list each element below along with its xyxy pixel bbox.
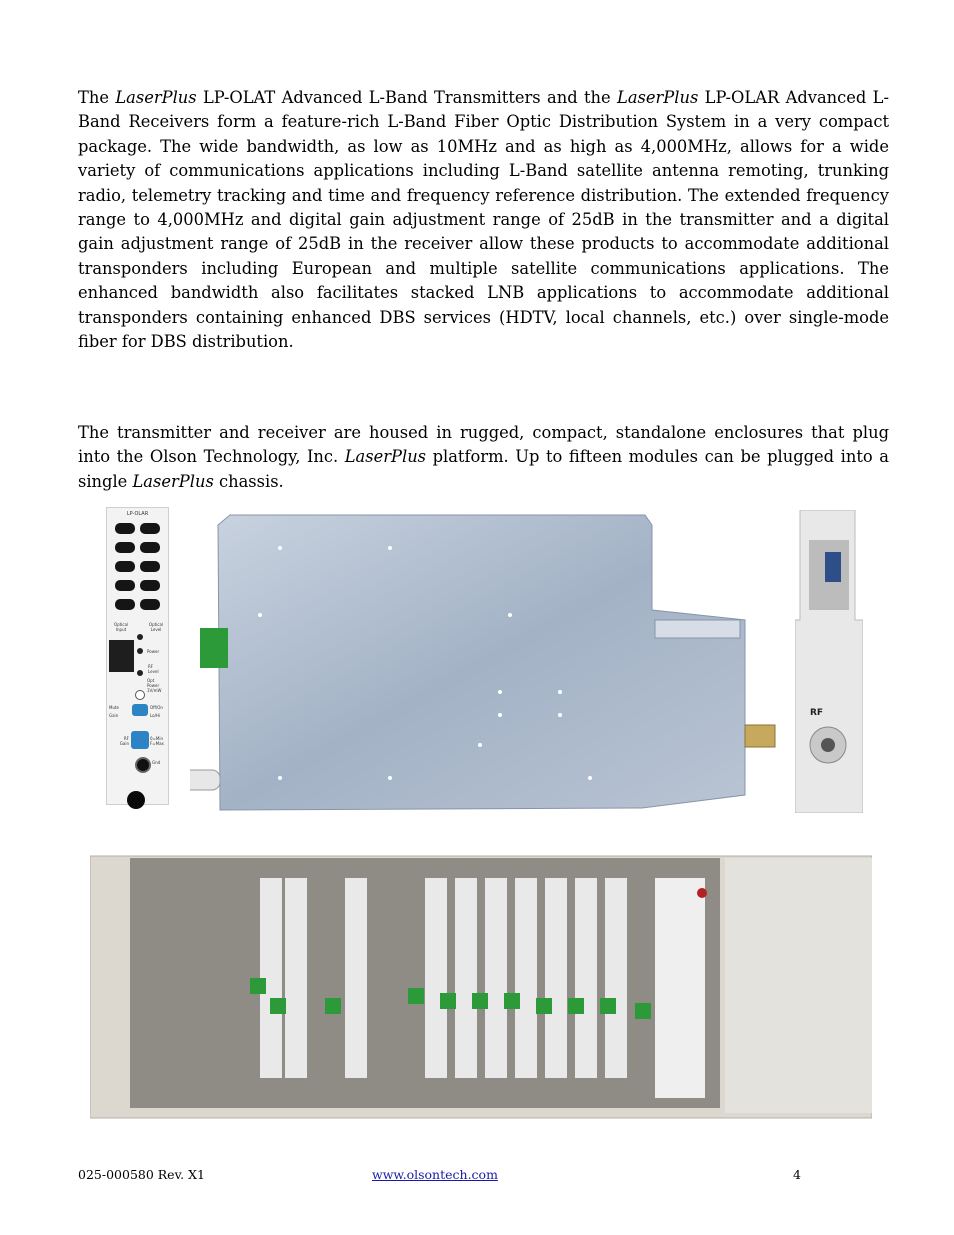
- optical-port-blue: [825, 552, 841, 582]
- chassis-side-panel: [725, 858, 872, 1113]
- rf-connector-center: [821, 738, 835, 752]
- module-handle: [190, 770, 220, 790]
- vent-slot: [115, 561, 135, 572]
- off-on-label: Off/On: [150, 705, 163, 710]
- ground-terminal: [135, 757, 151, 773]
- panel-model-label: LP-OLAR: [126, 511, 149, 517]
- rf-level-label: RF Level: [148, 664, 159, 674]
- receiver-front-panel-image: [106, 507, 169, 805]
- laserplus-chassis-image: [90, 848, 872, 1120]
- power-label: Power: [147, 649, 160, 654]
- document-number: 025-000580 Rev. X1: [78, 1167, 205, 1182]
- vent-slot: [115, 523, 135, 534]
- opt-power-test-point: [135, 690, 145, 700]
- website-link[interactable]: www.olsontech.com: [372, 1167, 498, 1182]
- mute-gain-switch: [132, 704, 148, 716]
- module-housing: [218, 515, 745, 810]
- intro-paragraph: The LaserPlus LP-OLAT Advanced L-Band Transmitters and the LaserPlus LP-OLAR Advanced L-Band Receivers form a feature-rich L-Band Fiber Optic Distribution System in a very compact package. The wide bandwidth, as low as 10MHz and as high as 4,000MHz, allows for a wide variety of communications applications including L-Band satellite antenna remoting, trunking radio, telemetry tracking and time and frequency reference distribution. The extended frequency range to 4,000MHz and digital gain adjustment range of 25dB in the transmitter and a digital gain adjustment range of 25dB in the receiver allow these products to accommodate additional transponders including European and multiple satellite communications applications. The enhanced bandwidth also facilitates stacked LNB applications to accommodate additional transponders containing enhanced DBS services (HDTV, local channels, etc.) over single-mode fiber for DBS distribution.: [78, 88, 889, 352]
- module-side-image: [190, 510, 780, 815]
- module-rear-image: [795, 510, 863, 813]
- min-max-label: 0=Min F=Max: [150, 736, 164, 746]
- gain-label: Gain: [109, 713, 119, 718]
- rf-gain-label: RF Gain: [119, 736, 129, 746]
- page-number: 4: [793, 1167, 801, 1182]
- optical-level-label: Optical Level: [148, 622, 164, 632]
- module-top-recess: [655, 620, 740, 638]
- mute-label: Mute: [109, 705, 120, 710]
- vent-slot: [115, 599, 135, 610]
- vent-slot: [115, 580, 135, 591]
- vent-slot: [140, 580, 160, 591]
- rf-gain-dial: [131, 731, 149, 749]
- panel-thumbscrew: [127, 791, 145, 809]
- rf-level-led: [137, 670, 143, 676]
- rf-connector: [745, 725, 775, 747]
- optical-input-label: Optical Input: [113, 622, 129, 632]
- chassis-power-indicator: [697, 888, 707, 898]
- vent-slot: [140, 561, 160, 572]
- green-optical-connector: [200, 628, 228, 668]
- optical-level-led: [137, 634, 143, 640]
- housing-paragraph: The transmitter and receiver are housed in rugged, compact, standalone enclosures that plug into the Olson Technology, Inc. LaserPlus platform. Up to fifteen modules can be plugged into a single LaserPlus chassis.: [78, 423, 889, 491]
- vent-slot: [115, 542, 135, 553]
- rf-label: RF: [810, 708, 824, 718]
- vent-slot: [140, 599, 160, 610]
- gnd-label: Gnd: [152, 760, 161, 765]
- vent-slot: [140, 523, 160, 534]
- vent-slot: [140, 542, 160, 553]
- opt-power-label: Opt Power 1V/mW: [147, 678, 162, 693]
- optical-input-port: [109, 640, 134, 672]
- lo-hi-label: Lo/Hi: [150, 713, 161, 718]
- power-led: [137, 648, 143, 654]
